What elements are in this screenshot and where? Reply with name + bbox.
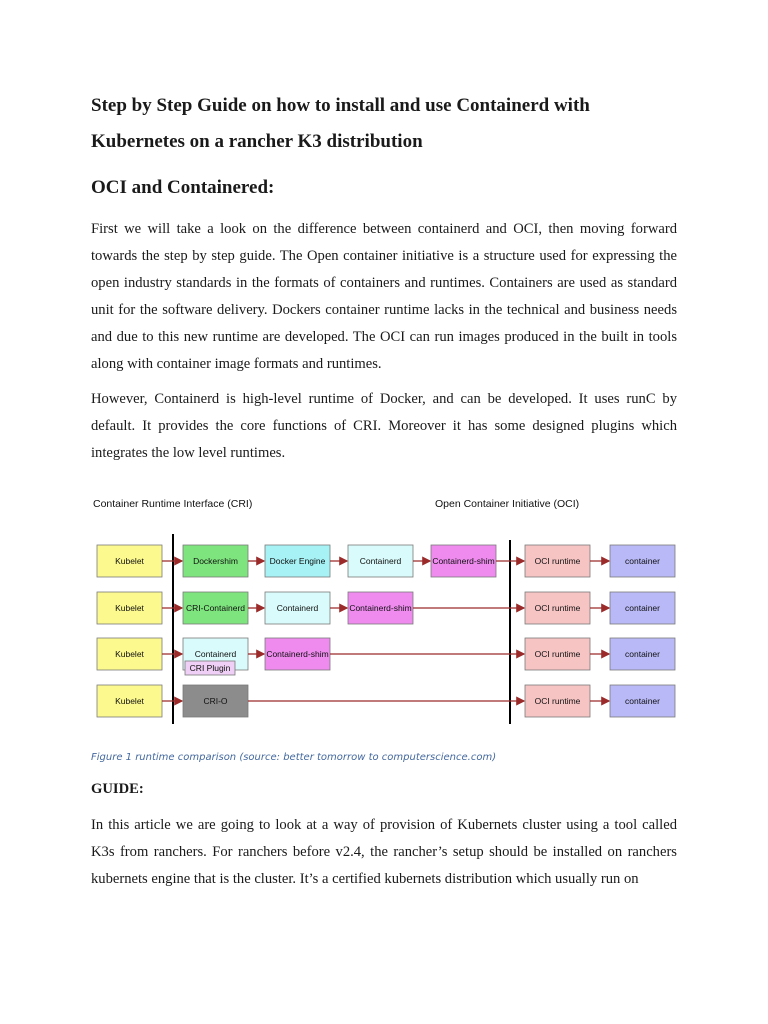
row3-cri-plugin-label: CRI Plugin: [189, 663, 231, 673]
row1-oci-label: OCI runtime: [534, 556, 581, 566]
row1-containerd-label: Containerd: [359, 556, 402, 566]
row2-cri-label: CRI-Containerd: [185, 603, 246, 613]
row1-shim-label: Containerd-shim: [432, 556, 495, 566]
paragraph-intro: First we will take a look on the difference between containerd and OCI, then moving forward towards the step by step guide. The Open container initiative is a structure used for expressing the open industry standards in the formats of containers and runtimes. Containers are used as standard unit for the software delivery. Dockers container runtime lacks in the technical and business needs and due to this new runtime are developed. The OCI can run images produced in the built in tools along with container image formats and runtimes.: [91, 221, 677, 372]
document-title: Step by Step Guide on how to install and use Containerd with Kubernetes on a rancher K3 distribution: [91, 95, 590, 152]
row4-oci-label: OCI runtime: [534, 696, 581, 706]
row3-containerd-label: Containerd: [194, 649, 237, 659]
runtime-comparison-diagram: [86, 490, 686, 730]
row2-container-label: container: [625, 603, 660, 613]
guide-heading: GUIDE:: [91, 781, 144, 797]
row2-shim-label: Containerd-shim: [349, 603, 412, 613]
row3-kubelet-label: Kubelet: [115, 649, 144, 659]
row1-cri-label: Dockershim: [193, 556, 238, 566]
section-heading: OCI and Containered:: [91, 177, 275, 198]
row2-containerd-label: Containerd: [276, 603, 319, 613]
row3-shim-label: Containerd-shim: [266, 649, 329, 659]
cri-header: Container Runtime Interface (CRI): [93, 498, 253, 510]
row2-kubelet-label: Kubelet: [115, 603, 144, 613]
row3-oci-label: OCI runtime: [534, 649, 581, 659]
oci-header: Open Container Initiative (OCI): [435, 498, 580, 510]
row4-kubelet-label: Kubelet: [115, 696, 144, 706]
runtime-diagram-svg: [86, 490, 686, 730]
row1-container-label: container: [625, 556, 660, 566]
paragraph-containerd: However, Containerd is high-level runtime of Docker, and can be developed. It uses runC by default. It provides the core functions of CRI. Moreover it has some designed plugins which integrates the low level runtimes.: [91, 391, 677, 461]
row3-container-label: container: [625, 649, 660, 659]
figure-caption: Figure 1 runtime comparison (source: better tomorrow to computerscience.com): [91, 752, 497, 763]
row1-kubelet-label: Kubelet: [115, 556, 144, 566]
paragraph-guide: In this article we are going to look at a way of provision of Kubernets cluster using a tool called K3s from ranchers. For ranchers before v2.4, the rancher’s setup should be installed on ranchers kubernets engine that is the cluster. It’s a certified kubernets distribution which usually run on: [91, 817, 677, 887]
row4-crio-label: CRI-O: [203, 696, 228, 706]
row2-oci-label: OCI runtime: [534, 603, 581, 613]
row1-engine-label: Docker Engine: [269, 556, 326, 566]
row4-container-label: container: [625, 696, 660, 706]
